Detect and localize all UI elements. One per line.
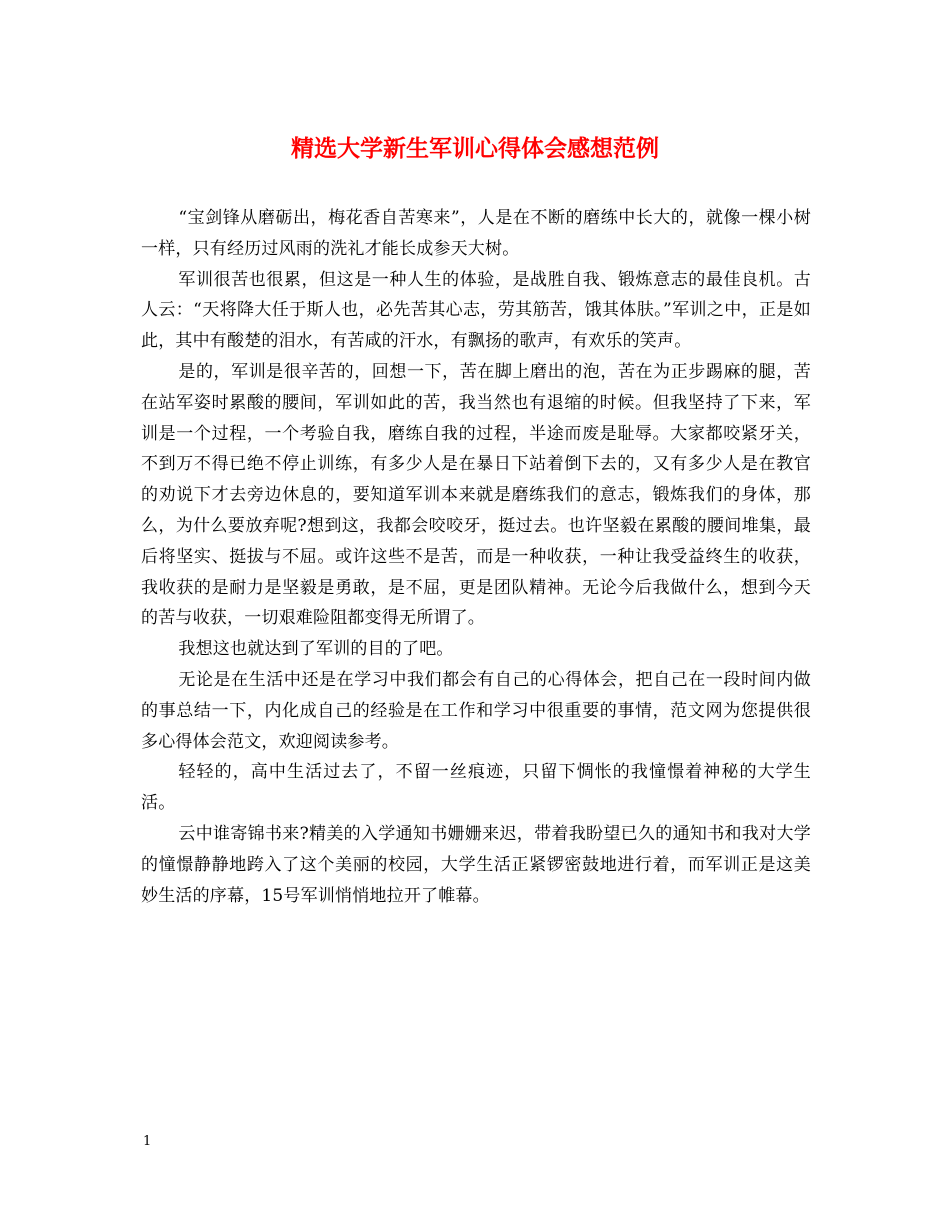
paragraph: 轻轻的，高中生活过去了，不留一丝痕迹，只留下惆怅的我憧憬着神秘的大学生活。: [141, 762, 811, 814]
paragraph: “宝剑锋从磨砺出，梅花香自苦寒来”，人是在不断的磨练中长大的，就像一棵小树一样，只有经历过风雨的洗礼才能长成参天大树。: [141, 208, 811, 259]
paragraph: 云中谁寄锦书来?精美的入学通知书姗姗来迟，带着我盼望已久的通知书和我对大学的憧憬静静地跨入了这个美丽的校园，大学生活正紧锣密鼓地进行着，而军训正是这美妙生活的序幕，15号军训悄悄地拉开了帷幕。: [141, 823, 811, 906]
document-title: 精选大学新生军训心得体会感想范例: [291, 135, 659, 162]
paragraph: 军训很苦也很累，但这是一种人生的体验，是战胜自我、锻炼意志的最佳良机。古人云：“天将降大任于斯人也，必先苦其心志，劳其筋苦，饿其体肤。”军训之中，正是如此，其中有酸楚的泪水，有苦咸的汗水，有飘扬的歌声，有欢乐的笑声。: [141, 269, 811, 352]
document-body: [141, 203, 811, 911]
page-number: 1: [143, 1134, 152, 1149]
paragraph: 无论是在生活中还是在学习中我们都会有自己的心得体会，把自己在一段时间内做的事总结一下，内化成自己的经验是在工作和学习中很重要的事情，范文网为您提供很多心得体会范文，欢迎阅读参考。: [141, 669, 811, 752]
paragraph: 我想这也就达到了军训的目的了吧。: [178, 639, 454, 660]
paragraph: 是的，军训是很辛苦的，回想一下，苦在脚上磨出的泡，苦在为正步踢麻的腿，苦在站军姿时累酸的腰间，军训如此的苦，我当然也有退缩的时候。但我坚持了下来，军训是一个过程，一个考验自我，磨练自我的过程，半途而废是耻辱。大家都咬紧牙关，不到万不得已绝不停止训练，有多少人是在暴日下站着倒下去的，又有多少人是在教官的劝说下才去旁边休息的，要知道军训本来就是磨练我们的意志，锻炼我们的身体，那么，为什么要放弃呢?想到这，我都会咬咬牙，挺过去。也许坚毅在累酸的腰间堆集，最后将坚实、挺拔与不屈。或许这些不是苦，而是一种收获，一种让我受益终生的收获，我收获的是耐力是坚毅是勇敢，是不屈，更是团队精神。无论今后我做什么，想到今天的苦与收获，一切艰难险阻都变得无所谓了。: [141, 361, 811, 629]
